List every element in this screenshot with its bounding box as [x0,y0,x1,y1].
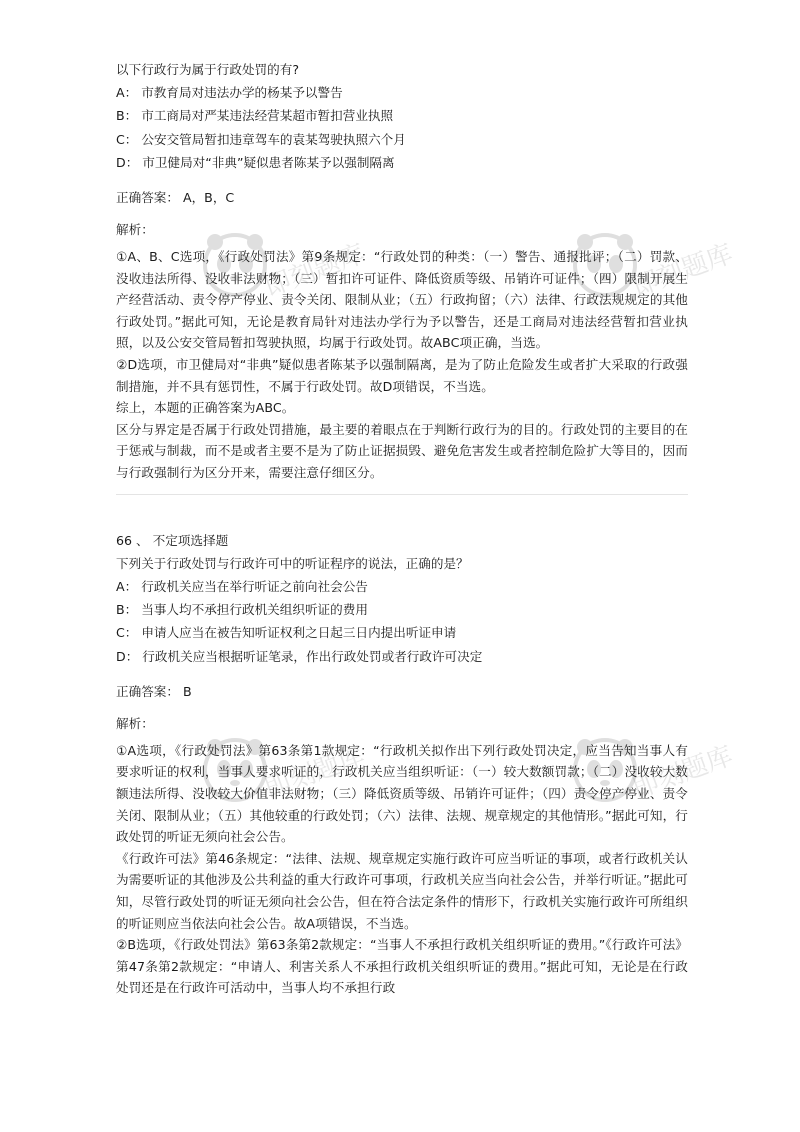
analysis-label: 解析： [116,715,154,731]
option-a: A： 行政机关应当在举行听证之前向社会公告 [116,578,368,594]
option-c: C： 公安交管局暂扣违章驾车的袁某驾驶执照六个月 [116,131,406,147]
analysis-paragraph: ②B选项，《行政处罚法》第63条第2款规定：“当事人不承担行政机关组织听证的费用。”《行政许可法》第47条第2款规定：“申请人、利害关系人不承担行政机关组织听证的费用。”据此可知，无论是在行政处罚还是在行政许可活动中，当事人均不承担行政 [116,937,688,996]
watermark-text: 即刻题库 [628,740,737,805]
question-66 [116,529,688,999]
analysis-paragraph: ②D选项，市卫健局对“非典”疑似患者陈某予以强制隔离，是为了防止危险发生或者扩大采取的行政强制措施，并不具有惩罚性，不属于行政处罚。故D项错误，不当选。 [116,356,688,394]
question-text: 下列关于行政处罚与行政许可中的听证程序的说法，正确的是？ [116,555,469,571]
section-divider [116,494,688,495]
analysis-paragraph: ①A、B、C选项，《行政处罚法》第9条规定：“行政处罚的种类：（一）警告、通报批评；（二）罚款、没收违法所得、没收非法财物；（三）暂扣许可证件、降低资质等级、吊销许可证件；（四）限制开展生产经营活动、责令停产停业、责令关闭、限制从业；（五）行政拘留；（六）法律、行政法规规定的其他行政处罚。”据此可知，无论是教育局针对违法办学行为予以警告，还是工商局对违法经营暂扣营业执照，以及公安交管局暂扣驾驶执照，均属于行政处罚。故ABC项正确，当选。 [116,249,688,351]
question-header: 66 、 不定项选择题 [116,532,229,548]
question-65 [116,58,688,484]
watermark-text: 即刻题库 [628,238,737,303]
question-text: 以下行政行为属于行政处罚的有? [116,62,299,77]
correct-answer: 正确答案： A，B，C [116,190,235,206]
analysis-paragraph: ①A选项，《行政处罚法》第63条第1款规定：“行政机关拟作出下列行政处罚决定，应当告知当事人有要求听证的权利，当事人要求听证的，行政机关应当组织听证：（一）较大数额罚款；（二）没收较大数额违法所得、没收较大价值非法财物；（三）降低资质等级、吊销许可证件；（四）责令停产停业、责令关闭、限制从业；（五）其他较重的行政处罚；（六）法律、法规、规章规定的其他情形。”据此可知，行政处罚的听证无须向社会公告。 [116,742,688,845]
option-b: B： 市工商局对严某违法经营某超市暂扣营业执照 [116,108,394,124]
watermark-text: 即刻题库 [260,238,369,303]
option-d: D： 市卫健局对“非典”疑似患者陈某予以强制隔离 [116,154,395,170]
option-c: C： 申请人应当在被告知听证权利之日起三日内提出听证申请 [116,625,457,641]
correct-answer: 正确答案： B [116,683,192,699]
analysis-paragraph: 《行政许可法》第46条规定：“法律、法规、规章规定实施行政许可应当听证的事项，或者行政机关认为需要听证的其他涉及公共利益的重大行政许可事项，行政机关应当向社会公告，并举行听证。”据此可知，尽管行政处罚的听证无须向社会公告，但在符合法定条件的情形下，行政机关实施行政许可所组织的听证则应当依法向社会公告。故A项错误，不当选。 [116,850,688,931]
analysis-paragraph: 综上，本题的正确答案为ABC。 [116,400,295,416]
document-page [116,58,688,999]
option-a: A： 市教育局对违法办学的杨某予以警告 [116,85,343,101]
analysis-paragraph: 区分与界定是否属于行政处罚措施，最主要的着眼点在于判断行政行为的目的。行政处罚的主要目的在于惩戒与制裁，而不是或者主要不是为了防止证据损毁、避免危害发生或者控制危险扩大等目的，因而与行政强制行为区分开来，需要注意仔细区分。 [116,421,688,480]
option-d: D： 行政机关应当根据听证笔录，作出行政处罚或者行政许可决定 [116,648,483,664]
watermark-text: 即刻题库 [260,740,369,805]
option-b: B： 当事人均不承担行政机关组织听证的费用 [116,602,368,618]
analysis-label: 解析： [116,222,154,238]
